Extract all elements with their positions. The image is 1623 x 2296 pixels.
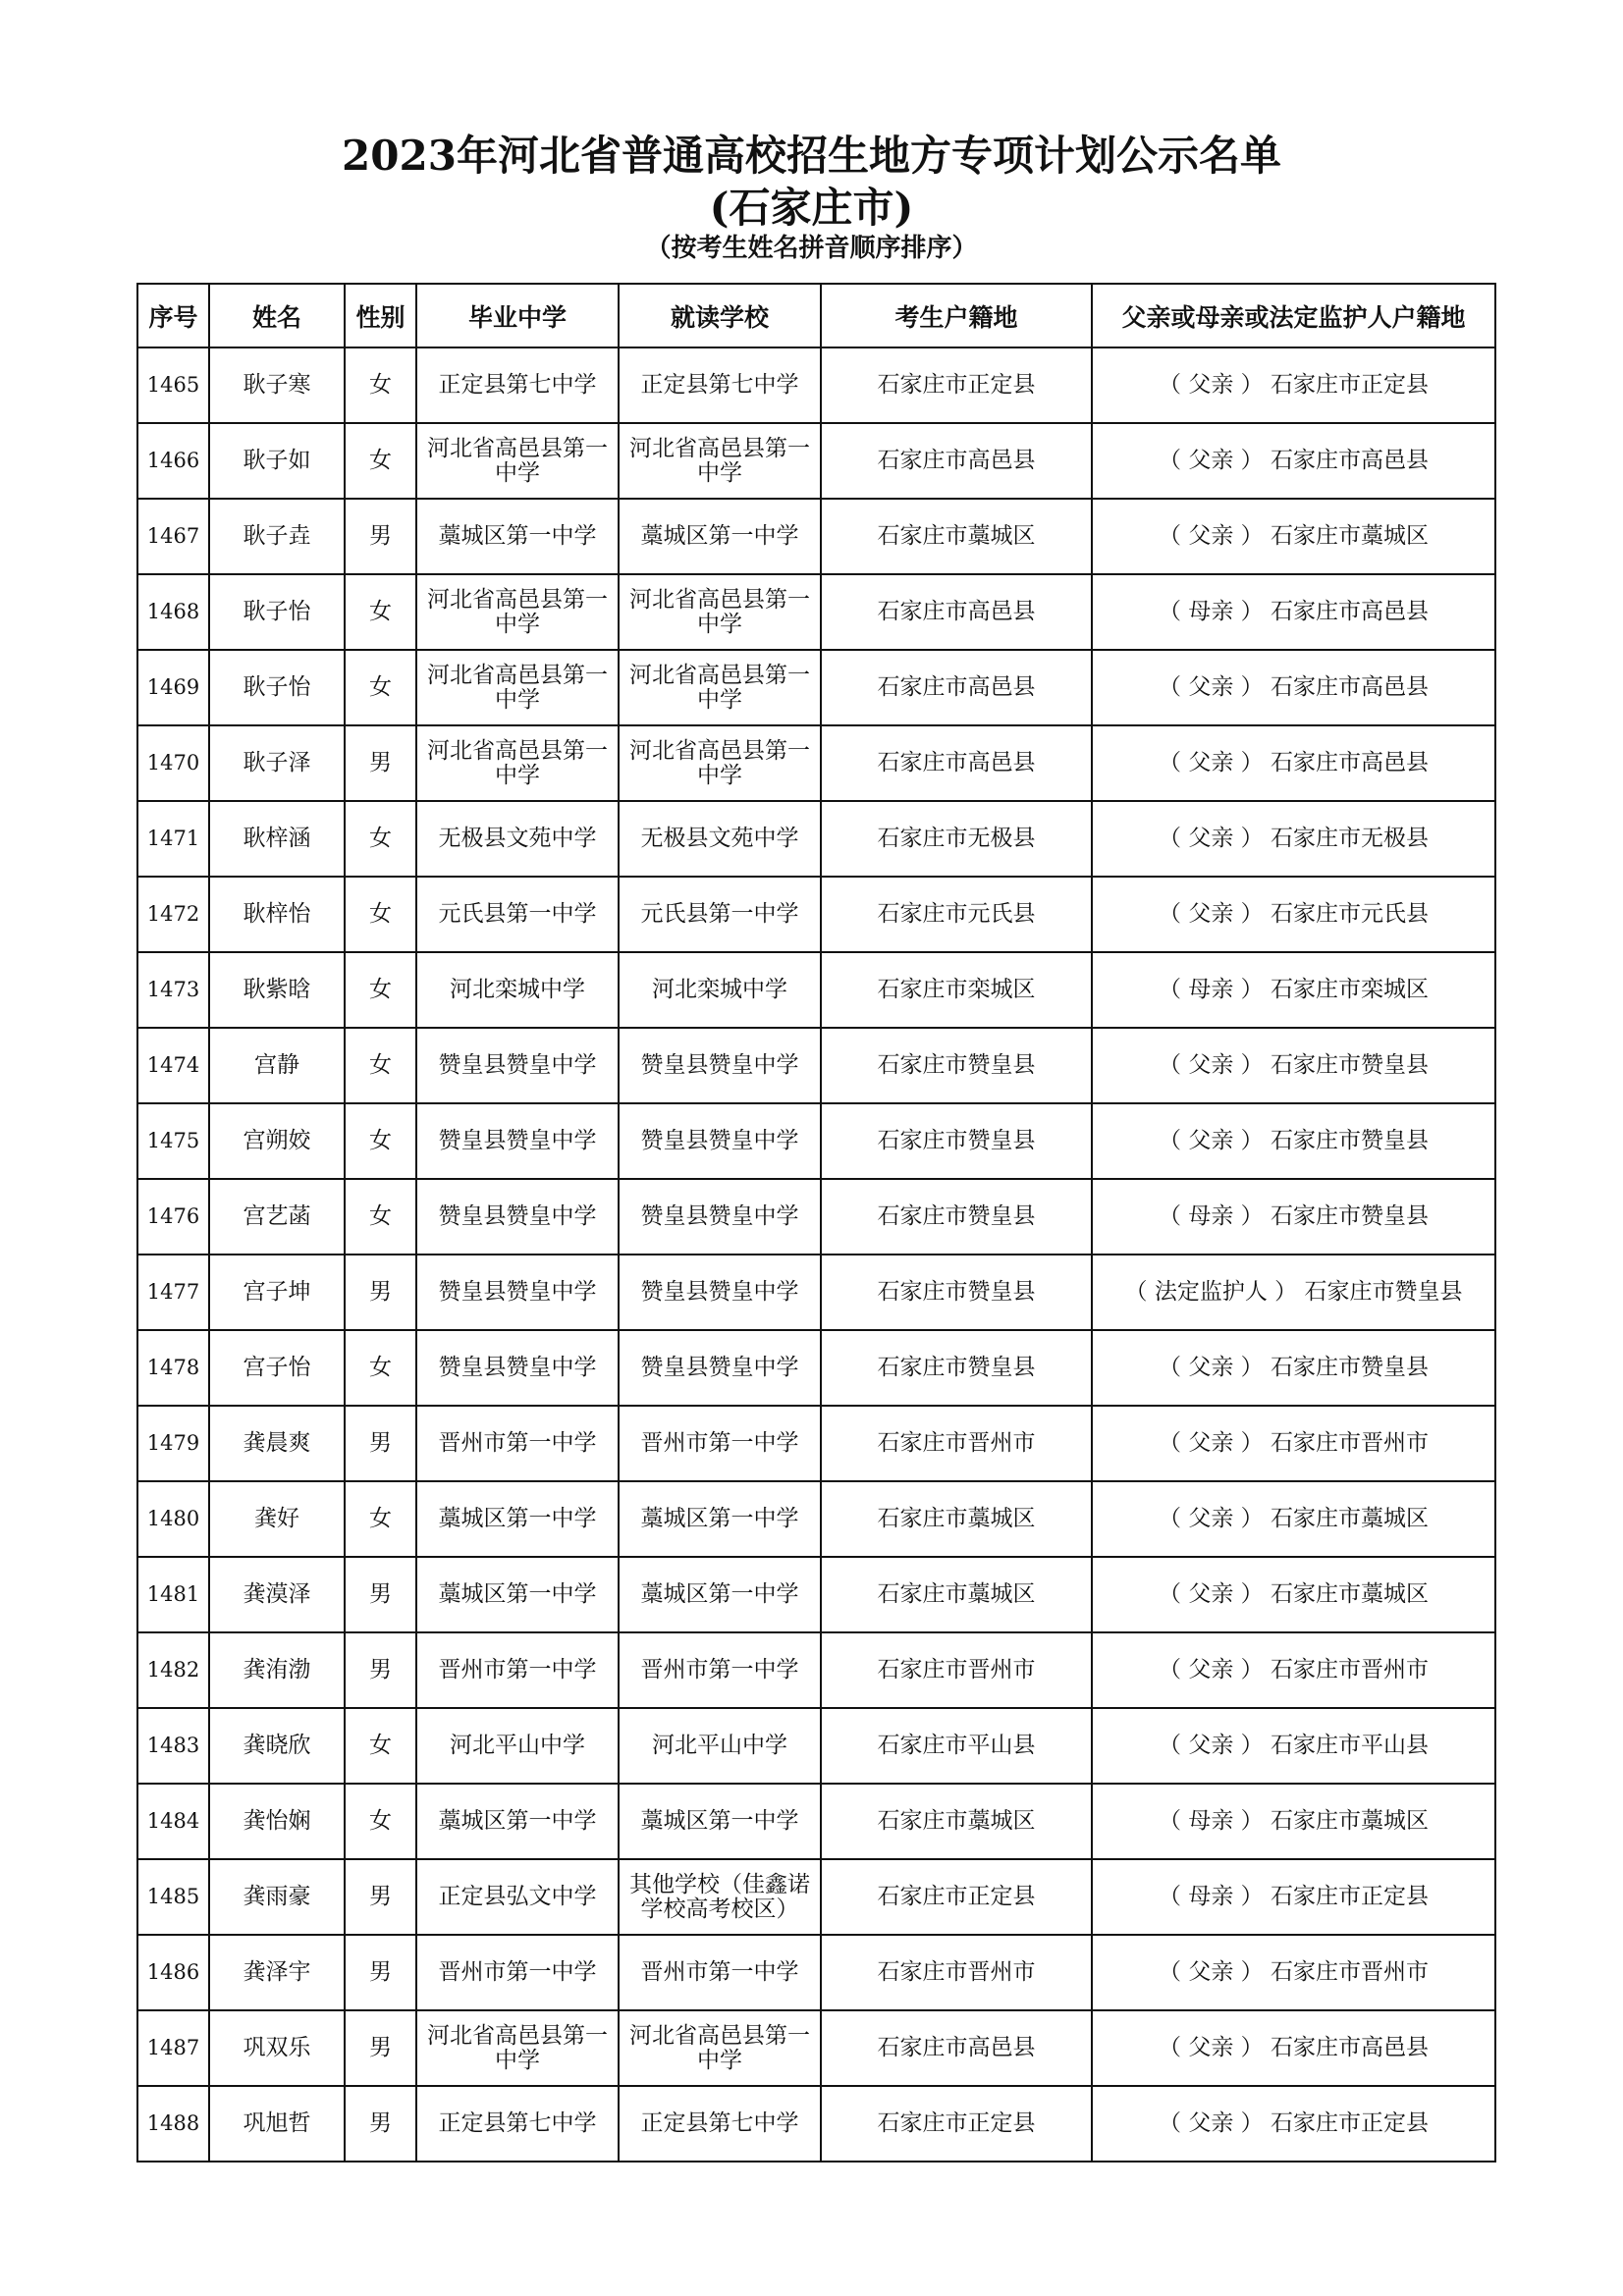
cell-hukou: 石家庄市藁城区 bbox=[821, 499, 1092, 574]
cell-hukou: 石家庄市正定县 bbox=[821, 347, 1092, 423]
cell-grad-school: 赞皇县赞皇中学 bbox=[416, 1028, 619, 1103]
cell-hukou: 石家庄市赞皇县 bbox=[821, 1179, 1092, 1255]
cell-seq: 1466 bbox=[137, 423, 209, 499]
cell-name: 宫朔姣 bbox=[209, 1103, 345, 1179]
table-row bbox=[137, 877, 1495, 952]
cell-name: 龚泽宇 bbox=[209, 1935, 345, 2010]
cell-current-school: 河北平山中学 bbox=[619, 1708, 821, 1784]
cell-current-school: 赞皇县赞皇中学 bbox=[619, 1179, 821, 1255]
cell-grad-school: 晋州市第一中学 bbox=[416, 1406, 619, 1481]
cell-gender: 女 bbox=[345, 801, 416, 877]
table-row bbox=[137, 1330, 1495, 1406]
cell-current-school: 河北省高邑县第一中学 bbox=[619, 650, 821, 725]
cell-current-school: 藁城区第一中学 bbox=[619, 499, 821, 574]
cell-guardian-hukou: （ 父亲 ） 石家庄市藁城区 bbox=[1092, 1481, 1495, 1557]
table-row bbox=[137, 423, 1495, 499]
table-row bbox=[137, 1784, 1495, 1859]
cell-seq: 1475 bbox=[137, 1103, 209, 1179]
table-row bbox=[137, 1103, 1495, 1179]
cell-name: 宫子怡 bbox=[209, 1330, 345, 1406]
cell-gender: 男 bbox=[345, 1632, 416, 1708]
cell-current-school: 正定县第七中学 bbox=[619, 347, 821, 423]
cell-grad-school: 河北平山中学 bbox=[416, 1708, 619, 1784]
cell-name: 耿紫晗 bbox=[209, 952, 345, 1028]
table-row bbox=[137, 1406, 1495, 1481]
cell-guardian-hukou: （ 父亲 ） 石家庄市正定县 bbox=[1092, 2086, 1495, 2162]
cell-current-school: 其他学校（佳鑫诺学校高考校区） bbox=[619, 1859, 821, 1935]
cell-guardian-hukou: （ 父亲 ） 石家庄市高邑县 bbox=[1092, 650, 1495, 725]
cell-guardian-hukou: （ 法定监护人 ） 石家庄市赞皇县 bbox=[1092, 1255, 1495, 1330]
cell-grad-school: 无极县文苑中学 bbox=[416, 801, 619, 877]
cell-hukou: 石家庄市藁城区 bbox=[821, 1557, 1092, 1632]
cell-hukou: 石家庄市藁城区 bbox=[821, 1481, 1092, 1557]
cell-grad-school: 正定县第七中学 bbox=[416, 347, 619, 423]
cell-seq: 1488 bbox=[137, 2086, 209, 2162]
cell-seq: 1479 bbox=[137, 1406, 209, 1481]
cell-guardian-hukou: （ 母亲 ） 石家庄市高邑县 bbox=[1092, 574, 1495, 650]
cell-hukou: 石家庄市赞皇县 bbox=[821, 1255, 1092, 1330]
cell-hukou: 石家庄市正定县 bbox=[821, 1859, 1092, 1935]
table-row bbox=[137, 801, 1495, 877]
cell-gender: 男 bbox=[345, 1859, 416, 1935]
cell-gender: 女 bbox=[345, 952, 416, 1028]
table-row bbox=[137, 1708, 1495, 1784]
cell-gender: 女 bbox=[345, 423, 416, 499]
cell-hukou: 石家庄市晋州市 bbox=[821, 1632, 1092, 1708]
cell-seq: 1486 bbox=[137, 1935, 209, 2010]
cell-name: 耿子怡 bbox=[209, 574, 345, 650]
cell-hukou: 石家庄市高邑县 bbox=[821, 2010, 1092, 2086]
cell-grad-school: 正定县第七中学 bbox=[416, 2086, 619, 2162]
cell-guardian-hukou: （ 母亲 ） 石家庄市赞皇县 bbox=[1092, 1179, 1495, 1255]
cell-name: 耿梓涵 bbox=[209, 801, 345, 877]
cell-guardian-hukou: （ 父亲 ） 石家庄市高邑县 bbox=[1092, 423, 1495, 499]
cell-guardian-hukou: （ 父亲 ） 石家庄市高邑县 bbox=[1092, 2010, 1495, 2086]
cell-seq: 1474 bbox=[137, 1028, 209, 1103]
cell-name: 龚洧渤 bbox=[209, 1632, 345, 1708]
table-body bbox=[137, 347, 1495, 2162]
cell-guardian-hukou: （ 父亲 ） 石家庄市晋州市 bbox=[1092, 1406, 1495, 1481]
table-row bbox=[137, 952, 1495, 1028]
cell-current-school: 藁城区第一中学 bbox=[619, 1784, 821, 1859]
cell-grad-school: 晋州市第一中学 bbox=[416, 1935, 619, 2010]
table-row bbox=[137, 1179, 1495, 1255]
cell-hukou: 石家庄市栾城区 bbox=[821, 952, 1092, 1028]
table-row bbox=[137, 2086, 1495, 2162]
cell-guardian-hukou: （ 父亲 ） 石家庄市藁城区 bbox=[1092, 1557, 1495, 1632]
cell-gender: 男 bbox=[345, 1557, 416, 1632]
cell-name: 耿子寒 bbox=[209, 347, 345, 423]
cell-name: 龚好 bbox=[209, 1481, 345, 1557]
cell-current-school: 河北省高邑县第一中学 bbox=[619, 725, 821, 801]
cell-name: 龚怡娴 bbox=[209, 1784, 345, 1859]
cell-gender: 男 bbox=[345, 2086, 416, 2162]
cell-name: 宫静 bbox=[209, 1028, 345, 1103]
cell-name: 耿子如 bbox=[209, 423, 345, 499]
table-row bbox=[137, 1255, 1495, 1330]
cell-gender: 女 bbox=[345, 574, 416, 650]
cell-grad-school: 赞皇县赞皇中学 bbox=[416, 1330, 619, 1406]
cell-hukou: 石家庄市赞皇县 bbox=[821, 1103, 1092, 1179]
cell-current-school: 赞皇县赞皇中学 bbox=[619, 1255, 821, 1330]
cell-current-school: 藁城区第一中学 bbox=[619, 1557, 821, 1632]
cell-gender: 女 bbox=[345, 1179, 416, 1255]
cell-name: 龚晓欣 bbox=[209, 1708, 345, 1784]
cell-gender: 女 bbox=[345, 347, 416, 423]
cell-guardian-hukou: （ 父亲 ） 石家庄市正定县 bbox=[1092, 347, 1495, 423]
table-row bbox=[137, 1632, 1495, 1708]
cell-hukou: 石家庄市赞皇县 bbox=[821, 1330, 1092, 1406]
cell-current-school: 赞皇县赞皇中学 bbox=[619, 1028, 821, 1103]
cell-guardian-hukou: （ 父亲 ） 石家庄市赞皇县 bbox=[1092, 1028, 1495, 1103]
cell-hukou: 石家庄市平山县 bbox=[821, 1708, 1092, 1784]
cell-name: 巩旭哲 bbox=[209, 2086, 345, 2162]
cell-grad-school: 赞皇县赞皇中学 bbox=[416, 1255, 619, 1330]
cell-guardian-hukou: （ 父亲 ） 石家庄市赞皇县 bbox=[1092, 1103, 1495, 1179]
cell-guardian-hukou: （ 母亲 ） 石家庄市栾城区 bbox=[1092, 952, 1495, 1028]
col-header-current-school: 就读学校 bbox=[619, 284, 821, 347]
col-header-hukou: 考生户籍地 bbox=[821, 284, 1092, 347]
cell-guardian-hukou: （ 父亲 ） 石家庄市平山县 bbox=[1092, 1708, 1495, 1784]
cell-seq: 1480 bbox=[137, 1481, 209, 1557]
cell-seq: 1477 bbox=[137, 1255, 209, 1330]
cell-guardian-hukou: （ 母亲 ） 石家庄市藁城区 bbox=[1092, 1784, 1495, 1859]
cell-grad-school: 藁城区第一中学 bbox=[416, 499, 619, 574]
cell-current-school: 赞皇县赞皇中学 bbox=[619, 1330, 821, 1406]
sort-note: （按考生姓名拼音顺序排序） bbox=[645, 234, 978, 263]
cell-guardian-hukou: （ 父亲 ） 石家庄市赞皇县 bbox=[1092, 1330, 1495, 1406]
cell-current-school: 正定县第七中学 bbox=[619, 2086, 821, 2162]
table-row bbox=[137, 1028, 1495, 1103]
cell-grad-school: 河北栾城中学 bbox=[416, 952, 619, 1028]
cell-seq: 1484 bbox=[137, 1784, 209, 1859]
cell-seq: 1467 bbox=[137, 499, 209, 574]
cell-hukou: 石家庄市高邑县 bbox=[821, 725, 1092, 801]
cell-seq: 1482 bbox=[137, 1632, 209, 1708]
cell-gender: 男 bbox=[345, 1935, 416, 2010]
cell-gender: 女 bbox=[345, 877, 416, 952]
cell-grad-school: 河北省高邑县第一中学 bbox=[416, 574, 619, 650]
cell-gender: 男 bbox=[345, 725, 416, 801]
cell-name: 耿子怡 bbox=[209, 650, 345, 725]
cell-name: 龚漠泽 bbox=[209, 1557, 345, 1632]
cell-grad-school: 河北省高邑县第一中学 bbox=[416, 725, 619, 801]
cell-hukou: 石家庄市藁城区 bbox=[821, 1784, 1092, 1859]
cell-seq: 1468 bbox=[137, 574, 209, 650]
cell-grad-school: 藁城区第一中学 bbox=[416, 1481, 619, 1557]
cell-hukou: 石家庄市赞皇县 bbox=[821, 1028, 1092, 1103]
cell-gender: 男 bbox=[345, 1255, 416, 1330]
cell-hukou: 石家庄市元氏县 bbox=[821, 877, 1092, 952]
cell-gender: 男 bbox=[345, 2010, 416, 2086]
table-row bbox=[137, 1557, 1495, 1632]
cell-grad-school: 正定县弘文中学 bbox=[416, 1859, 619, 1935]
cell-grad-school: 赞皇县赞皇中学 bbox=[416, 1179, 619, 1255]
table-row bbox=[137, 1859, 1495, 1935]
cell-guardian-hukou: （ 父亲 ） 石家庄市晋州市 bbox=[1092, 1935, 1495, 2010]
cell-gender: 女 bbox=[345, 1103, 416, 1179]
cell-grad-school: 藁城区第一中学 bbox=[416, 1784, 619, 1859]
cell-current-school: 河北栾城中学 bbox=[619, 952, 821, 1028]
cell-hukou: 石家庄市高邑县 bbox=[821, 574, 1092, 650]
cell-gender: 女 bbox=[345, 650, 416, 725]
cell-guardian-hukou: （ 父亲 ） 石家庄市藁城区 bbox=[1092, 499, 1495, 574]
table-row bbox=[137, 650, 1495, 725]
cell-gender: 男 bbox=[345, 499, 416, 574]
table-row bbox=[137, 1935, 1495, 2010]
document-subtitle: (石家庄市) bbox=[709, 184, 914, 232]
cell-seq: 1485 bbox=[137, 1859, 209, 1935]
cell-current-school: 晋州市第一中学 bbox=[619, 1935, 821, 2010]
cell-seq: 1481 bbox=[137, 1557, 209, 1632]
cell-guardian-hukou: （ 父亲 ） 石家庄市元氏县 bbox=[1092, 877, 1495, 952]
table-header-row bbox=[137, 284, 1495, 347]
cell-current-school: 晋州市第一中学 bbox=[619, 1632, 821, 1708]
cell-grad-school: 赞皇县赞皇中学 bbox=[416, 1103, 619, 1179]
cell-name: 宫艺菡 bbox=[209, 1179, 345, 1255]
col-header-guardian-hukou: 父亲或母亲或法定监护人户籍地 bbox=[1092, 284, 1495, 347]
cell-seq: 1465 bbox=[137, 347, 209, 423]
cell-name: 耿梓怡 bbox=[209, 877, 345, 952]
cell-hukou: 石家庄市正定县 bbox=[821, 2086, 1092, 2162]
cell-name: 宫子坤 bbox=[209, 1255, 345, 1330]
cell-seq: 1473 bbox=[137, 952, 209, 1028]
cell-seq: 1469 bbox=[137, 650, 209, 725]
cell-grad-school: 河北省高邑县第一中学 bbox=[416, 2010, 619, 2086]
cell-grad-school: 元氏县第一中学 bbox=[416, 877, 619, 952]
cell-guardian-hukou: （ 父亲 ） 石家庄市无极县 bbox=[1092, 801, 1495, 877]
document-title: 2023年河北省普通高校招生地方专项计划公示名单 bbox=[342, 132, 1281, 180]
cell-guardian-hukou: （ 父亲 ） 石家庄市高邑县 bbox=[1092, 725, 1495, 801]
cell-seq: 1472 bbox=[137, 877, 209, 952]
cell-gender: 男 bbox=[345, 1406, 416, 1481]
cell-current-school: 晋州市第一中学 bbox=[619, 1406, 821, 1481]
cell-current-school: 元氏县第一中学 bbox=[619, 877, 821, 952]
cell-seq: 1483 bbox=[137, 1708, 209, 1784]
cell-hukou: 石家庄市无极县 bbox=[821, 801, 1092, 877]
table-row bbox=[137, 1481, 1495, 1557]
cell-current-school: 河北省高邑县第一中学 bbox=[619, 2010, 821, 2086]
cell-name: 龚雨豪 bbox=[209, 1859, 345, 1935]
cell-gender: 女 bbox=[345, 1784, 416, 1859]
cell-seq: 1476 bbox=[137, 1179, 209, 1255]
cell-guardian-hukou: （ 父亲 ） 石家庄市晋州市 bbox=[1092, 1632, 1495, 1708]
cell-current-school: 河北省高邑县第一中学 bbox=[619, 574, 821, 650]
cell-current-school: 无极县文苑中学 bbox=[619, 801, 821, 877]
cell-current-school: 河北省高邑县第一中学 bbox=[619, 423, 821, 499]
table-row bbox=[137, 347, 1495, 423]
cell-name: 巩双乐 bbox=[209, 2010, 345, 2086]
cell-guardian-hukou: （ 母亲 ） 石家庄市正定县 bbox=[1092, 1859, 1495, 1935]
table-row bbox=[137, 499, 1495, 574]
cell-hukou: 石家庄市晋州市 bbox=[821, 1935, 1092, 2010]
cell-gender: 女 bbox=[345, 1708, 416, 1784]
cell-gender: 女 bbox=[345, 1028, 416, 1103]
col-header-name: 姓名 bbox=[209, 284, 345, 347]
cell-gender: 女 bbox=[345, 1330, 416, 1406]
cell-hukou: 石家庄市高邑县 bbox=[821, 423, 1092, 499]
table-row bbox=[137, 2010, 1495, 2086]
cell-seq: 1487 bbox=[137, 2010, 209, 2086]
cell-name: 龚晨爽 bbox=[209, 1406, 345, 1481]
cell-grad-school: 河北省高邑县第一中学 bbox=[416, 423, 619, 499]
cell-hukou: 石家庄市高邑县 bbox=[821, 650, 1092, 725]
cell-seq: 1470 bbox=[137, 725, 209, 801]
cell-gender: 女 bbox=[345, 1481, 416, 1557]
cell-grad-school: 晋州市第一中学 bbox=[416, 1632, 619, 1708]
table-row bbox=[137, 725, 1495, 801]
cell-seq: 1471 bbox=[137, 801, 209, 877]
cell-grad-school: 藁城区第一中学 bbox=[416, 1557, 619, 1632]
roster-table bbox=[136, 283, 1496, 2163]
col-header-grad-school: 毕业中学 bbox=[416, 284, 619, 347]
cell-current-school: 赞皇县赞皇中学 bbox=[619, 1103, 821, 1179]
col-header-seq: 序号 bbox=[137, 284, 209, 347]
cell-name: 耿子泽 bbox=[209, 725, 345, 801]
table-row bbox=[137, 574, 1495, 650]
cell-current-school: 藁城区第一中学 bbox=[619, 1481, 821, 1557]
col-header-gender: 性别 bbox=[345, 284, 416, 347]
cell-seq: 1478 bbox=[137, 1330, 209, 1406]
cell-grad-school: 河北省高邑县第一中学 bbox=[416, 650, 619, 725]
cell-hukou: 石家庄市晋州市 bbox=[821, 1406, 1092, 1481]
cell-name: 耿子垚 bbox=[209, 499, 345, 574]
